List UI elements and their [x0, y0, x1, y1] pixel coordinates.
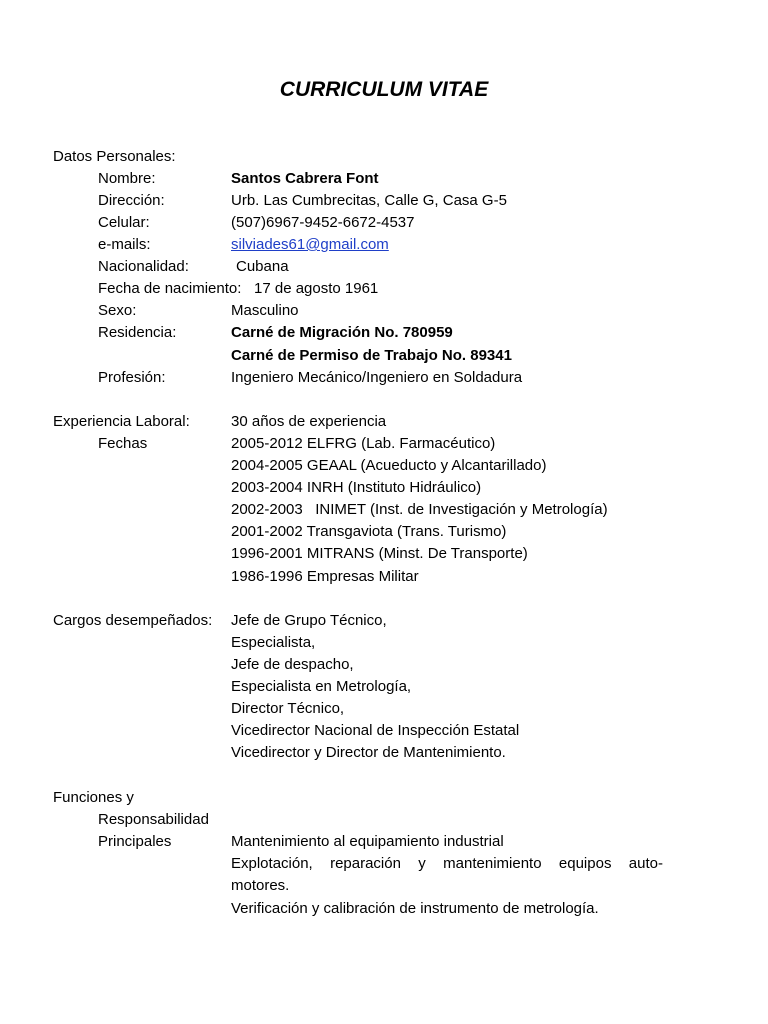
email-link[interactable]: silviades61@gmail.com	[231, 236, 389, 253]
sexo-value: Masculino	[231, 302, 299, 319]
nacionalidad-label: Nacionalidad:	[98, 258, 189, 275]
emails-label: e-mails:	[98, 236, 151, 253]
funcion-item: motores.	[231, 877, 290, 894]
funcion-item: Verificación y calibración de instrumento de metrología.	[231, 900, 599, 917]
cargo-item: Jefe de Grupo Técnico,	[231, 612, 387, 629]
nombre-label: Nombre:	[98, 170, 156, 187]
experience-entry: 2001-2002 Transgaviota (Trans. Turismo)	[231, 523, 507, 540]
direccion-label: Dirección:	[98, 192, 165, 209]
page-title: CURRICULUM VITAE	[279, 78, 489, 101]
experience-entry: 2005-2012 ELFRG (Lab. Farmacéutico)	[231, 435, 496, 452]
funciones-heading-line-2: Responsabilidad	[98, 811, 209, 828]
residencia-value-migracion: Carné de Migración No. 780959	[231, 324, 453, 341]
nombre-value: Santos Cabrera Font	[231, 170, 379, 187]
funciones-heading-line-3: Principales	[98, 833, 172, 850]
fechas-label: Fechas	[98, 435, 148, 452]
funcion-item: Explotación, reparación y mantenimiento equipos auto-	[231, 855, 663, 872]
celular-label: Celular:	[98, 214, 150, 231]
profesion-value: Ingeniero Mecánico/Ingeniero en Soldadura	[231, 369, 523, 386]
sexo-label: Sexo:	[98, 302, 137, 319]
experience-entry: 2004-2005 GEAAL (Acueducto y Alcantarillado)	[231, 457, 547, 474]
cargo-item: Director Técnico,	[231, 700, 345, 717]
residencia-value-permiso: Carné de Permiso de Trabajo No. 89341	[231, 347, 512, 364]
experience-entry: 2002-2003 INIMET (Inst. de Investigación y Metrología)	[231, 501, 608, 518]
experience-entry: 2003-2004 INRH (Instituto Hidráulico)	[231, 479, 482, 496]
nacionalidad-value: Cubana	[236, 258, 289, 275]
residencia-label: Residencia:	[98, 324, 177, 341]
experience-entry: 1986-1996 Empresas Militar	[231, 568, 419, 585]
experience-heading: Experiencia Laboral:	[53, 413, 190, 430]
direccion-value: Urb. Las Cumbrecitas, Calle G, Casa G-5	[231, 192, 507, 209]
experience-summary: 30 años de experiencia	[231, 413, 387, 430]
cargo-item: Especialista,	[231, 634, 316, 651]
funciones-heading-line-1: Funciones y	[53, 789, 134, 806]
cargo-item: Jefe de despacho,	[231, 656, 354, 673]
experience-entry: 1996-2001 MITRANS (Minst. De Transporte)	[231, 545, 528, 562]
cargo-item: Vicedirector y Director de Mantenimiento.	[231, 744, 506, 761]
celular-value: (507)6967-9452-6672-4537	[231, 214, 415, 231]
personal-heading: Datos Personales:	[53, 148, 176, 165]
nacimiento-value: 17 de agosto 1961	[254, 280, 379, 297]
funcion-item: Mantenimiento al equipamiento industrial	[231, 833, 504, 850]
cargos-heading: Cargos desempeñados:	[53, 612, 213, 629]
nacimiento-label: Fecha de nacimiento:	[98, 280, 242, 297]
cargo-item: Vicedirector Nacional de Inspección Estatal	[231, 722, 520, 739]
cargo-item: Especialista en Metrología,	[231, 678, 412, 695]
profesion-label: Profesión:	[98, 369, 166, 386]
